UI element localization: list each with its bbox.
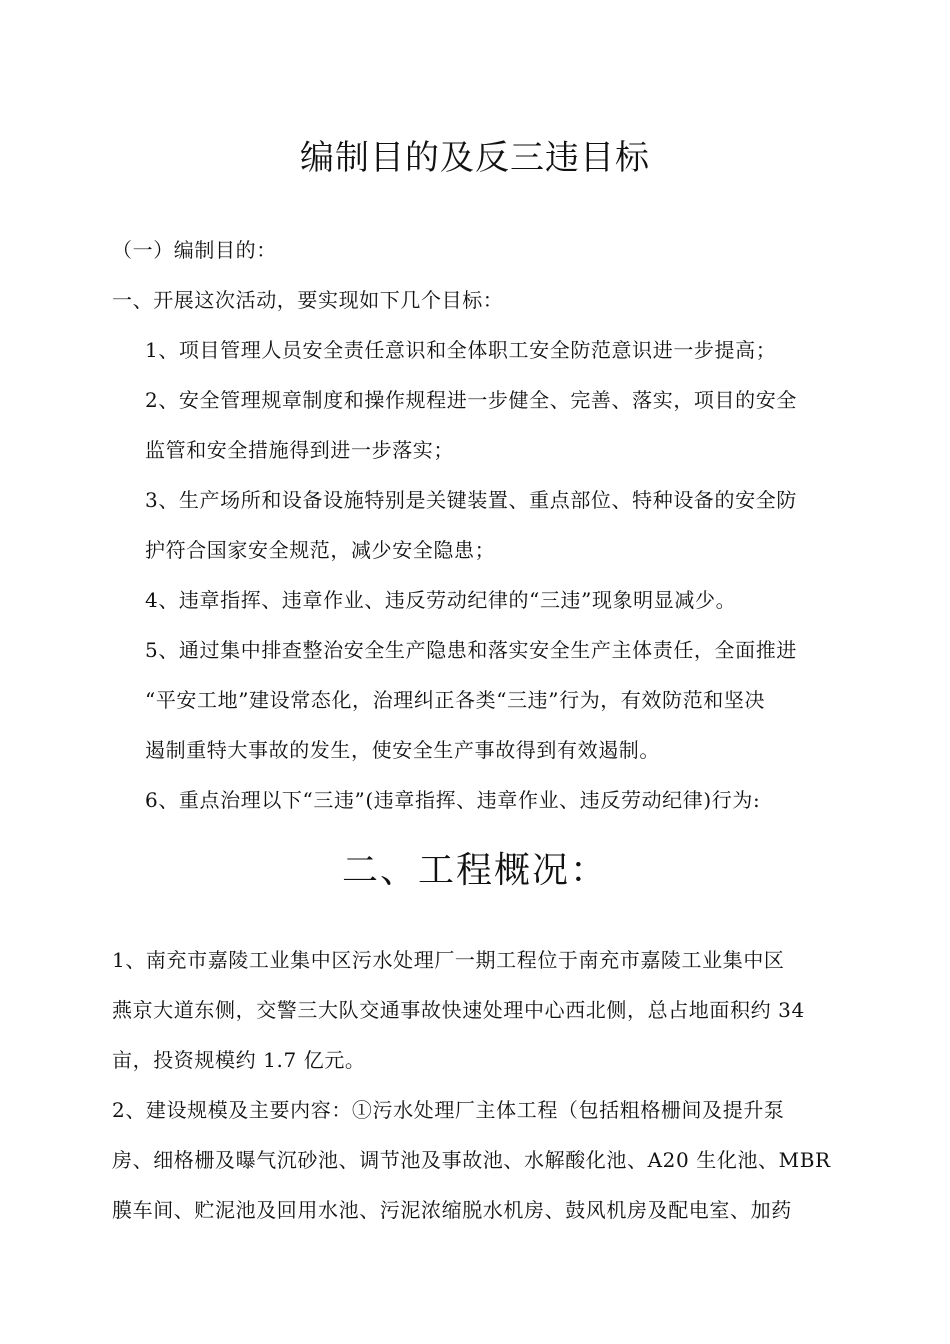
goal-item-4-line-1: 4、违章指挥、违章作业、违反劳动纪律的“三违”现象明显减少。 <box>145 588 737 612</box>
goal-item-5-line-3: 遏制重特大事故的发生，使安全生产事故得到有效遏制。 <box>145 738 660 762</box>
project-overview-para-2-line-3: 膜车间、贮泥池及回用水池、污泥浓缩脱水机房、鼓风机房及配电室、加药 <box>112 1198 792 1222</box>
goal-item-1-line-1: 1、项目管理人员安全责任意识和全体职工安全防范意识进一步提高； <box>145 338 777 362</box>
project-overview-para-1-line-3: 亩，投资规模约 1.7 亿元。 <box>112 1048 366 1072</box>
project-overview-para-2-line-2: 房、细格栅及曝气沉砂池、调节池及事故池、水解酸化池、A20 生化池、MBR <box>112 1148 831 1172</box>
section1-intro: 一、开展这次活动，要实现如下几个目标： <box>112 288 504 312</box>
goal-item-2-line-1: 2、安全管理规章制度和操作规程进一步健全、完善、落实，项目的安全 <box>145 388 797 412</box>
goal-item-5-line-2: “平安工地”建设常态化，治理纠正各类“三违”行为，有效防范和坚决 <box>145 688 766 712</box>
document-title: 编制目的及反三违目标 <box>300 138 650 178</box>
project-overview-para-1-line-2: 燕京大道东侧，交警三大队交通事故快速处理中心西北侧，总占地面积约 34 <box>112 998 805 1022</box>
goal-item-5-line-1: 5、通过集中排查整治安全生产隐患和落实安全生产主体责任，全面推进 <box>145 638 797 662</box>
section1-heading: （一）编制目的： <box>112 238 277 262</box>
goal-item-3-line-1: 3、生产场所和设备设施特别是关键装置、重点部位、特种设备的安全防 <box>145 488 797 512</box>
goal-item-6-line-1: 6、重点治理以下“三违”(违章指挥、违章作业、违反劳动纪律)行为: <box>145 788 761 812</box>
section2-heading: 二、工程概况： <box>341 850 608 891</box>
goal-item-2-line-2: 监管和安全措施得到进一步落实； <box>145 438 454 462</box>
goal-item-3-line-2: 护符合国家安全规范，减少安全隐患； <box>145 538 496 562</box>
project-overview-para-1-line-1: 1、南充市嘉陵工业集中区污水处理厂一期工程位于南充市嘉陵工业集中区 <box>112 948 785 972</box>
project-overview-para-2-line-1: 2、建设规模及主要内容：①污水处理厂主体工程（包括粗格栅间及提升泵 <box>112 1098 785 1122</box>
